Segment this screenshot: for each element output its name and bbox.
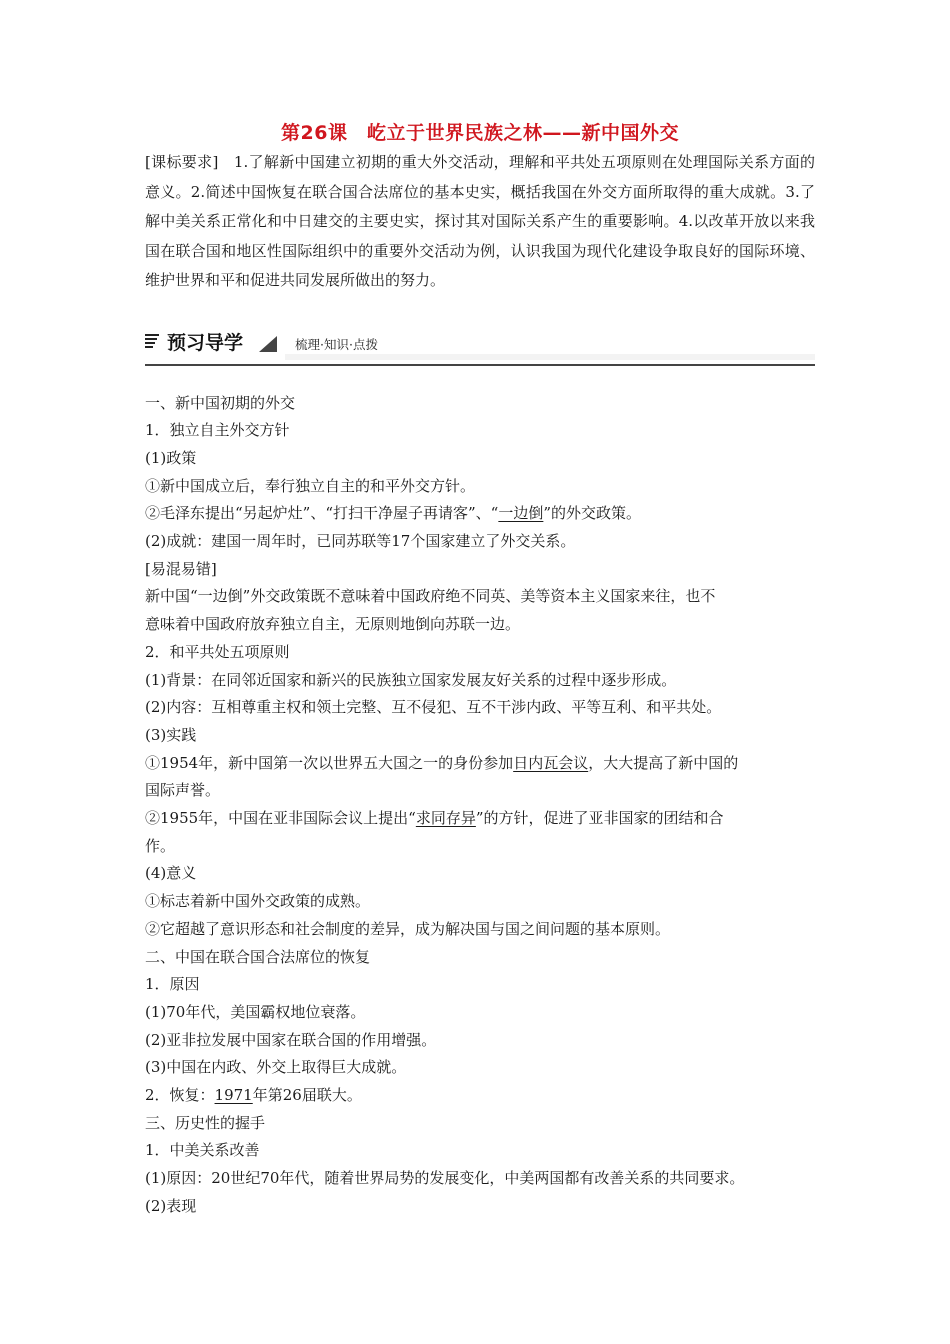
text-line: (2)成就：建国一周年时，已同苏联等17个国家建立了外交关系。 — [145, 532, 576, 551]
line-text-before: ②1955年，中国在亚非国际会议上提出“ — [145, 809, 416, 828]
text-line: (1)政策 — [145, 448, 197, 467]
underlined-keyword: 1971 — [214, 1086, 253, 1105]
text-line: ①标志着新中国外交政策的成熟。 — [145, 892, 371, 911]
text-line: [易混易错] — [145, 559, 217, 578]
underlined-keyword: 一边倒 — [498, 504, 544, 523]
triangle-icon — [259, 336, 277, 352]
text-line: 一、新中国初期的外交 — [145, 393, 296, 412]
text-line: ①新中国成立后，奉行独立自主的和平外交方针。 — [145, 476, 476, 495]
text-line — [145, 1082, 815, 1110]
text-line — [145, 500, 815, 528]
banner-subtitle: 梳理·知识·点拨 — [295, 336, 378, 352]
stripes-icon — [145, 334, 159, 350]
text-line: 2．和平共处五项原则 — [145, 642, 290, 661]
text-line: 新中国“一边倒”外交政策既不意味着中国政府绝不同英、美等资本主义国家来往，也不 — [145, 587, 716, 606]
section-banner — [145, 318, 815, 366]
line-text-before: ①1954年，新中国第一次以世界五大国之一的身份参加 — [145, 753, 514, 772]
underlined-keyword: 日内瓦会议 — [513, 753, 589, 772]
text-line: 1．原因 — [145, 975, 200, 994]
text-line: 二、中国在联合国合法席位的恢复 — [145, 947, 371, 966]
text-line: 作。 — [145, 836, 176, 855]
content-body — [145, 390, 815, 1221]
text-line: 1．中美关系改善 — [145, 1141, 260, 1160]
line-text-before: ②毛泽东提出“另起炉灶”、“打扫干净屋子再请客”、“ — [145, 504, 499, 523]
curriculum-requirements — [145, 148, 815, 296]
banner-label: 预习导学 — [167, 331, 244, 354]
banner-shade — [285, 354, 815, 360]
text-line: (1)70年代，美国霸权地位衰落。 — [145, 1002, 366, 1021]
text-line: (2)亚非拉发展中国家在联合国的作用增强。 — [145, 1030, 437, 1049]
requirements-text: 1.了解新中国建立初期的重大外交活动，理解和平共处五项原则在处理国际关系方面的意义。2.简述中国恢复在联合国合法席位的基本史实，概括我国在外交方面所取得的重大成就。3.了解中美关系正常化和中日建交的主要史实，探讨其对国际关系产生的重要影响。4.以改革开放以来我国在联合国和地区性国际组织中的重要外交活动为例，认识我国为现代化建设争取良好的国际环境、维护世界和平和促进共同发展所做出的努力。 — [145, 153, 815, 289]
text-line: 意味着中国政府放弃独立自主，无原则地倒向苏联一边。 — [145, 615, 521, 634]
document-page — [145, 118, 815, 1221]
text-line: (1)原因：20世纪70年代，随着世界局势的发展变化，中美两国都有改善关系的共同要求。 — [145, 1169, 745, 1188]
text-line: (4)意义 — [145, 864, 197, 883]
text-line: 三、历史性的握手 — [145, 1113, 266, 1132]
line-text-after: ”的方针，促进了亚非国家的团结和合 — [475, 809, 724, 828]
line-text-after: ”的外交政策。 — [543, 504, 642, 523]
text-line — [145, 805, 815, 833]
underlined-keyword: 求同存异 — [415, 809, 476, 828]
lesson-title: 第26课 屹立于世界民族之林——新中国外交 — [281, 122, 679, 144]
text-line: 国际声誉。 — [145, 781, 221, 800]
text-line: (2)内容：互相尊重主权和领土完整、互不侵犯、互不干涉内政、平等互利、和平共处。 — [145, 698, 722, 717]
text-line: (3)中国在内政、外交上取得巨大成就。 — [145, 1058, 407, 1077]
text-line: (3)实践 — [145, 725, 197, 744]
text-line: 1．独立自主外交方针 — [145, 421, 290, 440]
text-line: ②它超越了意识形态和社会制度的差异，成为解决国与国之间问题的基本原则。 — [145, 919, 671, 938]
text-line: (2)表现 — [145, 1196, 197, 1215]
text-line — [145, 750, 815, 778]
line-text-after: ，大大提高了新中国的 — [588, 753, 739, 772]
line-text-after: 年第26届联大。 — [252, 1086, 362, 1105]
requirements-label: [课标要求] — [145, 153, 219, 171]
text-line: (1)背景：在同邻近国家和新兴的民族独立国家发展友好关系的过程中逐步形成。 — [145, 670, 677, 689]
line-text-before: 2．恢复： — [145, 1086, 215, 1105]
